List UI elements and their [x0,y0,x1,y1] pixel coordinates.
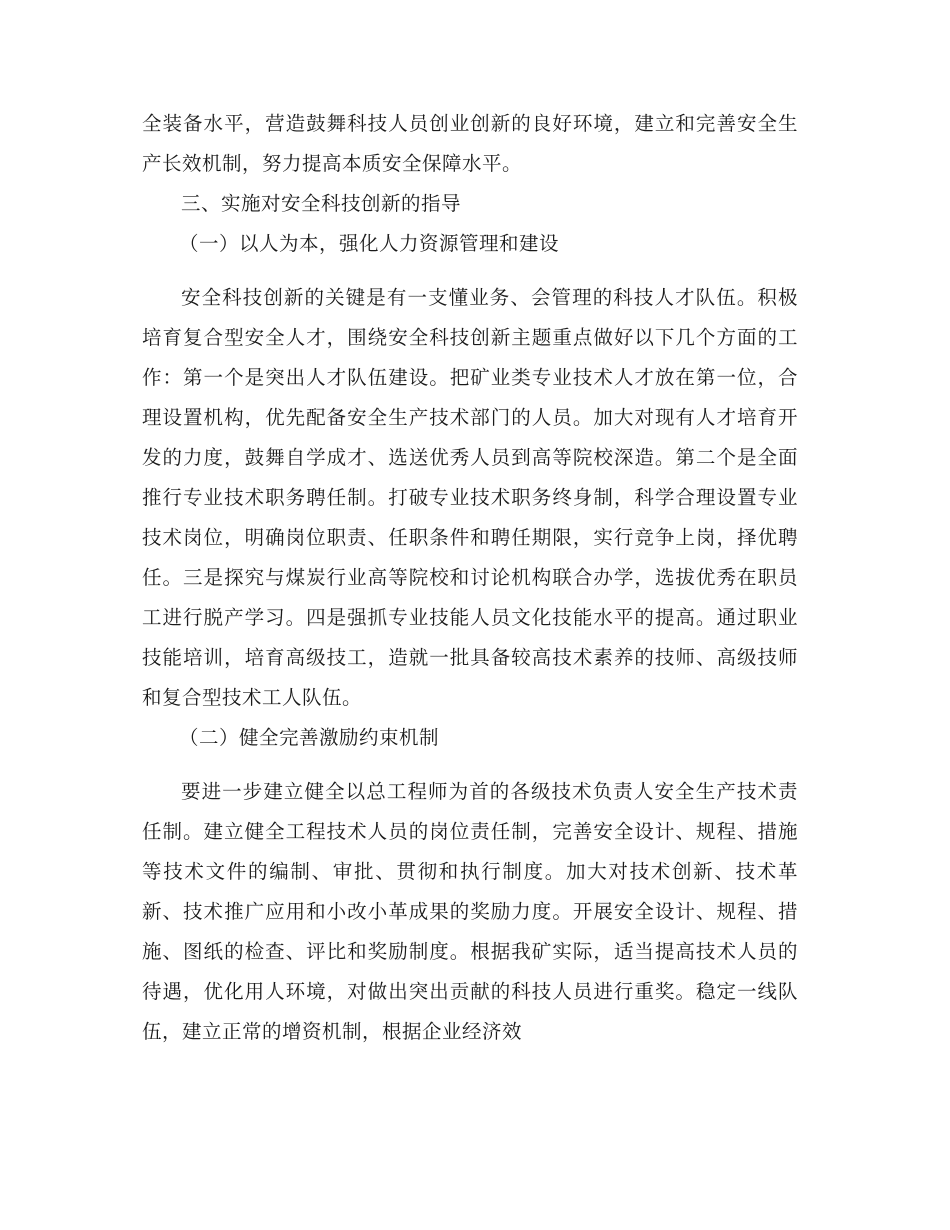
document-page [142,104,798,1052]
paragraph-talent: 安全科技创新的关键是有一支懂业务、会管理的科技人才队伍。积极培育复合型安全人才，围绕安全科技创新主题重点做好以下几个方面的工作：第一个是突出人才队伍建设。把矿业类专业技术人才放在第一位，合理设置机构，优先配备安全生产技术部门的人员。加大对现有人才培育开发的力度，鼓舞自学成才、选送优秀人员到高等院校深造。第二个是全面推行专业技术职务聘任制。打破专业技术职务终身制，科学合理设置专业技术岗位，明确岗位职责、任职条件和聘任期限，实行竞争上岗，择优聘任。三是探究与煤炭行业高等院校和讨论机构联合办学，选拔优秀在职员工进行脱产学习。四是强抓专业技能人员文化技能水平的提高。通过职业技能培训，培育高级技工，造就一批具备较高技术素养的技师、高级技师和复合型技术工人队伍。 [142,286,798,709]
subsection-heading-2: （二）健全完善激励约束机制 [179,726,440,749]
section-heading-3: 三、实施对安全科技创新的指导 [181,192,462,215]
subsection-heading-1: （一）以人为本，强化人力资源管理和建设 [179,232,560,255]
paragraph-incentive: 要进一步建立健全以总工程师为首的各级技术负责人安全生产技术责任制。建立健全工程技术人员的岗位责任制，完善安全设计、规程、措施等技术文件的编制、审批、贯彻和执行制度。加大对技术创新、技术革新、技术推广应用和小改小革成果的奖励力度。开展安全设计、规程、措施、图纸的检查、评比和奖励制度。根据我矿实际，适当提高技术人员的待遇，优化用人环境，对做出突出贡献的科技人员进行重奖。稳定一线队伍，建立正常的增资机制，根据企业经济效 [142,780,798,1043]
paragraph-continuation: 全装备水平，营造鼓舞科技人员创业创新的良好环境，建立和完善安全生产长效机制，努力提高本质安全保障水平。 [142,112,798,175]
